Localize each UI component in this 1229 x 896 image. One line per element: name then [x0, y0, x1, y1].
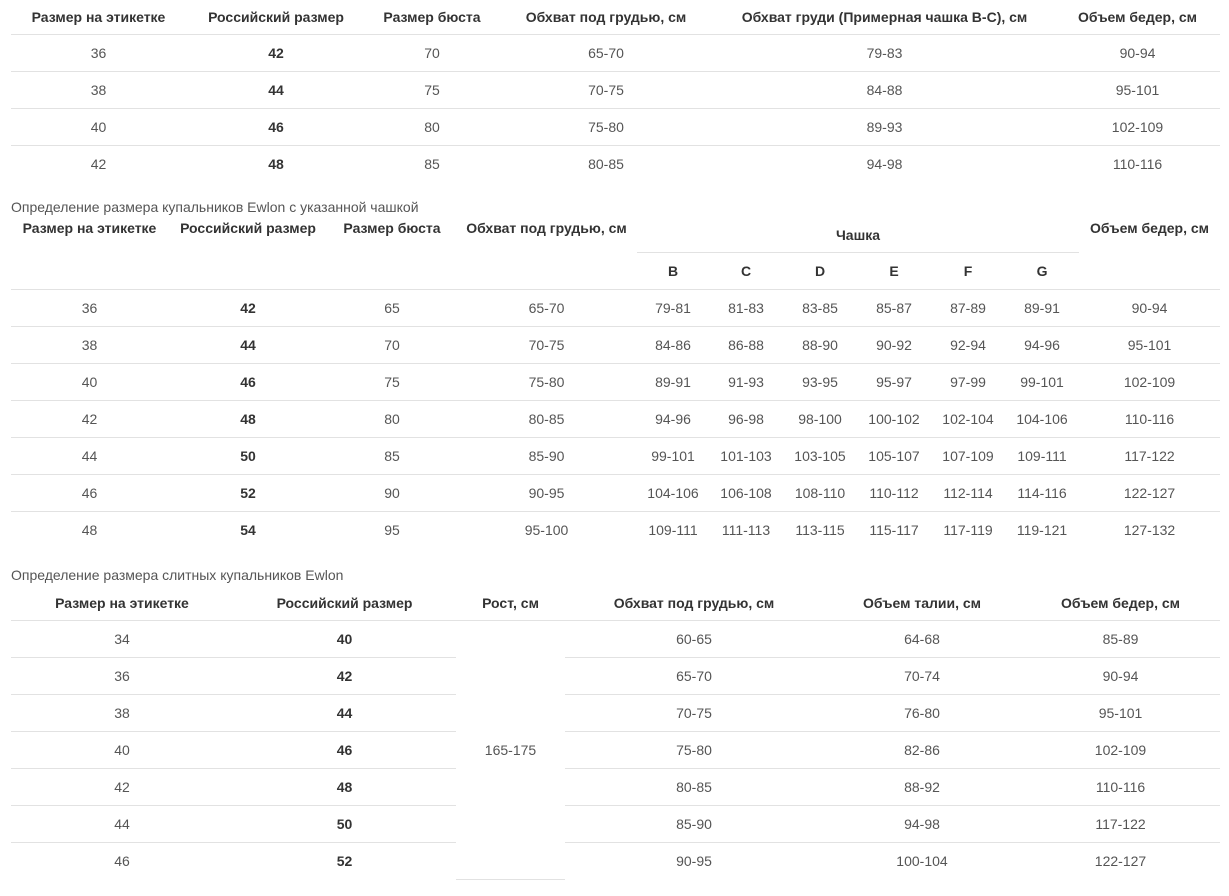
header-label-size: Размер на этикетке — [31, 9, 166, 25]
table-cell: 93-95 — [783, 364, 857, 401]
table-cell: 70-75 — [456, 327, 637, 364]
table-cell: 94-96 — [637, 401, 709, 438]
table-cell: 82-86 — [823, 732, 1021, 769]
table-cell: 75 — [366, 72, 498, 109]
table-cell: 109-111 — [637, 512, 709, 549]
table-header-row — [11, 0, 1220, 35]
table-cell: 90-95 — [456, 475, 637, 512]
table-cell: 110-112 — [857, 475, 931, 512]
caption-cup-swimsuits: Определение размера купальников Ewlon с указанной чашкой — [11, 199, 419, 215]
table-cell: 90-94 — [1021, 658, 1220, 695]
table-cell: 80-85 — [565, 769, 823, 806]
table-cell: 48 — [233, 769, 456, 806]
header-label-size: Размер на этикетке — [55, 595, 189, 611]
table-cell: 112-114 — [931, 475, 1005, 512]
table-cell: 113-115 — [783, 512, 857, 549]
table-cell: 44 — [233, 695, 456, 732]
table-row — [11, 438, 1220, 475]
table-cell: 42 — [11, 401, 168, 438]
table-header-row — [11, 586, 1220, 621]
table-row — [11, 512, 1220, 549]
table-cell: 34 — [11, 621, 233, 658]
table-cell: 80 — [328, 401, 456, 438]
table-cell: 70-74 — [823, 658, 1021, 695]
table-cell: 46 — [11, 475, 168, 512]
table-cell: 105-107 — [857, 438, 931, 475]
table-cell: 44 — [11, 806, 233, 843]
table-cell: 100-102 — [857, 401, 931, 438]
header-waist: Объем талии, см — [862, 595, 982, 611]
table-cell: 85-90 — [456, 438, 637, 475]
table-cell: 117-122 — [1079, 438, 1220, 475]
table-cell: 46 — [11, 843, 233, 880]
table-cell: 54 — [168, 512, 328, 549]
header-russian-size: Российский размер — [208, 9, 344, 25]
table-cell: 85 — [366, 146, 498, 183]
header-height: Рост, см — [482, 595, 539, 611]
cup-b: B — [667, 263, 679, 279]
header-underbust: Обхват под грудью, см — [525, 9, 687, 25]
table-cell: 46 — [168, 364, 328, 401]
table-cell: 36 — [11, 658, 233, 695]
table-cell: 117-119 — [931, 512, 1005, 549]
table-cell: 110-116 — [1021, 769, 1220, 806]
table-cell: 88-92 — [823, 769, 1021, 806]
header-bust-size: Размер бюста — [343, 220, 441, 236]
table-cell: 110-116 — [1079, 401, 1220, 438]
table-cell: 79-83 — [714, 35, 1055, 72]
header-russian-size: Российский размер — [276, 595, 413, 611]
table-cell: 90 — [328, 475, 456, 512]
table-cell: 102-109 — [1055, 109, 1220, 146]
table-cell: 103-105 — [783, 438, 857, 475]
table-cell: 85 — [328, 438, 456, 475]
table-cell: 89-91 — [637, 364, 709, 401]
table-cell: 95-101 — [1055, 72, 1220, 109]
size-table-basic — [11, 0, 1220, 182]
table-cell: 99-101 — [1005, 364, 1079, 401]
cup-c: C — [740, 263, 752, 279]
header-underbust: Обхват под грудью, см — [466, 220, 627, 236]
height-cell: 165-175 — [456, 621, 565, 880]
header-label-size: Размер на этикетке — [22, 220, 157, 236]
header-bust-cup: Обхват груди (Примерная чашка B-C), см — [741, 9, 1028, 25]
table-row — [11, 843, 1220, 880]
table-cell: 40 — [11, 364, 168, 401]
table-cell: 76-80 — [823, 695, 1021, 732]
table-cell: 70-75 — [498, 72, 714, 109]
table-cell: 114-116 — [1005, 475, 1079, 512]
table-cell: 75 — [328, 364, 456, 401]
table-cell: 102-104 — [931, 401, 1005, 438]
table-cell: 42 — [168, 290, 328, 327]
table-cell: 96-98 — [709, 401, 783, 438]
table-cell: 89-93 — [714, 109, 1055, 146]
table-cell: 65-70 — [565, 658, 823, 695]
table-cell: 46 — [233, 732, 456, 769]
table-cell: 122-127 — [1021, 843, 1220, 880]
table-cell: 119-121 — [1005, 512, 1079, 549]
table-cell: 44 — [168, 327, 328, 364]
table-row — [11, 769, 1220, 806]
table-cell: 92-94 — [931, 327, 1005, 364]
table-cell: 109-111 — [1005, 438, 1079, 475]
table-cell: 95-101 — [1079, 327, 1220, 364]
table-row — [11, 72, 1220, 109]
table-cell: 70-75 — [565, 695, 823, 732]
table-cell: 48 — [168, 401, 328, 438]
table-cell: 65 — [328, 290, 456, 327]
table-cell: 85-89 — [1021, 621, 1220, 658]
cup-g: G — [1036, 263, 1048, 279]
table-cell: 75-80 — [456, 364, 637, 401]
size-table-one-piece — [11, 586, 1220, 880]
table-cell: 102-109 — [1021, 732, 1220, 769]
table-cell: 36 — [11, 290, 168, 327]
table-cell: 46 — [186, 109, 366, 146]
table-cell: 87-89 — [931, 290, 1005, 327]
table-cell: 84-88 — [714, 72, 1055, 109]
table-cell: 64-68 — [823, 621, 1021, 658]
header-hips: Объем бедер, см — [1078, 9, 1197, 25]
table-cell: 52 — [168, 475, 328, 512]
cup-e: E — [889, 263, 899, 279]
table-cell: 65-70 — [498, 35, 714, 72]
table-cell: 100-104 — [823, 843, 1021, 880]
table-body — [11, 621, 1220, 880]
table-cell: 91-93 — [709, 364, 783, 401]
table-cell: 70 — [366, 35, 498, 72]
table-cell: 75-80 — [565, 732, 823, 769]
table-cell: 97-99 — [931, 364, 1005, 401]
table-cell: 42 — [11, 769, 233, 806]
table-cell: 90-92 — [857, 327, 931, 364]
table-cell: 42 — [233, 658, 456, 695]
table-cell: 48 — [186, 146, 366, 183]
cup-f: F — [963, 263, 973, 279]
table-row — [11, 695, 1220, 732]
table-cell: 84-86 — [637, 327, 709, 364]
table-cell: 70 — [328, 327, 456, 364]
table-body — [11, 35, 1220, 183]
table-cell: 90-95 — [565, 843, 823, 880]
table-row — [11, 401, 1220, 438]
header-hips: Объем бедер, см — [1090, 220, 1210, 236]
table-row — [11, 290, 1220, 327]
table-cell: 102-109 — [1079, 364, 1220, 401]
table-body — [11, 290, 1220, 549]
table-cell: 80 — [366, 109, 498, 146]
table-cell: 94-98 — [823, 806, 1021, 843]
table-cell: 94-98 — [714, 146, 1055, 183]
table-cell: 98-100 — [783, 401, 857, 438]
table-cell: 38 — [11, 72, 186, 109]
header-russian-size: Российский размер — [180, 220, 316, 236]
header-underbust: Обхват под грудью, см — [613, 595, 775, 611]
table-cell: 40 — [233, 621, 456, 658]
table-cell: 117-122 — [1021, 806, 1220, 843]
table-row — [11, 364, 1220, 401]
table-cell: 106-108 — [709, 475, 783, 512]
table-cell: 81-83 — [709, 290, 783, 327]
table-cell: 50 — [168, 438, 328, 475]
table-cell: 94-96 — [1005, 327, 1079, 364]
table-cell: 95 — [328, 512, 456, 549]
table-cell: 101-103 — [709, 438, 783, 475]
table-cell: 83-85 — [783, 290, 857, 327]
table-cell: 85-87 — [857, 290, 931, 327]
caption-one-piece: Определение размера слитных купальников Ewlon — [11, 567, 344, 583]
table-cell: 108-110 — [783, 475, 857, 512]
table-cell: 38 — [11, 327, 168, 364]
table-row — [11, 658, 1220, 695]
table-cell: 95-97 — [857, 364, 931, 401]
table-row — [11, 327, 1220, 364]
table-cell: 42 — [11, 146, 186, 183]
table-cell: 104-106 — [1005, 401, 1079, 438]
table-cell: 85-90 — [565, 806, 823, 843]
table-cell: 99-101 — [637, 438, 709, 475]
header-bust-size: Размер бюста — [383, 9, 481, 25]
table-cell: 40 — [11, 732, 233, 769]
table-cell: 79-81 — [637, 290, 709, 327]
table-header-row — [11, 218, 1220, 253]
table-cell: 90-94 — [1055, 35, 1220, 72]
cup-d: D — [814, 263, 826, 279]
table-cell: 50 — [233, 806, 456, 843]
table-cell: 38 — [11, 695, 233, 732]
table-cell: 115-117 — [857, 512, 931, 549]
table-row — [11, 732, 1220, 769]
table-cell: 48 — [11, 512, 168, 549]
table-cell: 65-70 — [456, 290, 637, 327]
table-row — [11, 35, 1220, 72]
table-row — [11, 109, 1220, 146]
table-cell: 44 — [186, 72, 366, 109]
table-cell: 40 — [11, 109, 186, 146]
table-cell: 122-127 — [1079, 475, 1220, 512]
table-cell: 42 — [186, 35, 366, 72]
table-row — [11, 806, 1220, 843]
table-cell: 88-90 — [783, 327, 857, 364]
table-cell: 44 — [11, 438, 168, 475]
table-cell: 95-101 — [1021, 695, 1220, 732]
table-cell: 80-85 — [498, 146, 714, 183]
table-cell: 104-106 — [637, 475, 709, 512]
table-row — [11, 146, 1220, 183]
table-cell: 95-100 — [456, 512, 637, 549]
header-cup: Чашка — [637, 218, 1079, 253]
table-cell: 80-85 — [456, 401, 637, 438]
header-hips: Объем бедер, см — [1061, 595, 1180, 611]
table-cell: 90-94 — [1079, 290, 1220, 327]
size-table-cup — [11, 218, 1220, 548]
table-row — [11, 475, 1220, 512]
table-cell: 127-132 — [1079, 512, 1220, 549]
table-cell: 86-88 — [709, 327, 783, 364]
table-cell: 60-65 — [565, 621, 823, 658]
table-row — [11, 621, 1220, 658]
table-cell: 89-91 — [1005, 290, 1079, 327]
table-cell: 36 — [11, 35, 186, 72]
table-cell: 111-113 — [709, 512, 783, 549]
table-cell: 52 — [233, 843, 456, 880]
table-cell: 75-80 — [498, 109, 714, 146]
table-cell: 107-109 — [931, 438, 1005, 475]
table-cell: 110-116 — [1055, 146, 1220, 183]
